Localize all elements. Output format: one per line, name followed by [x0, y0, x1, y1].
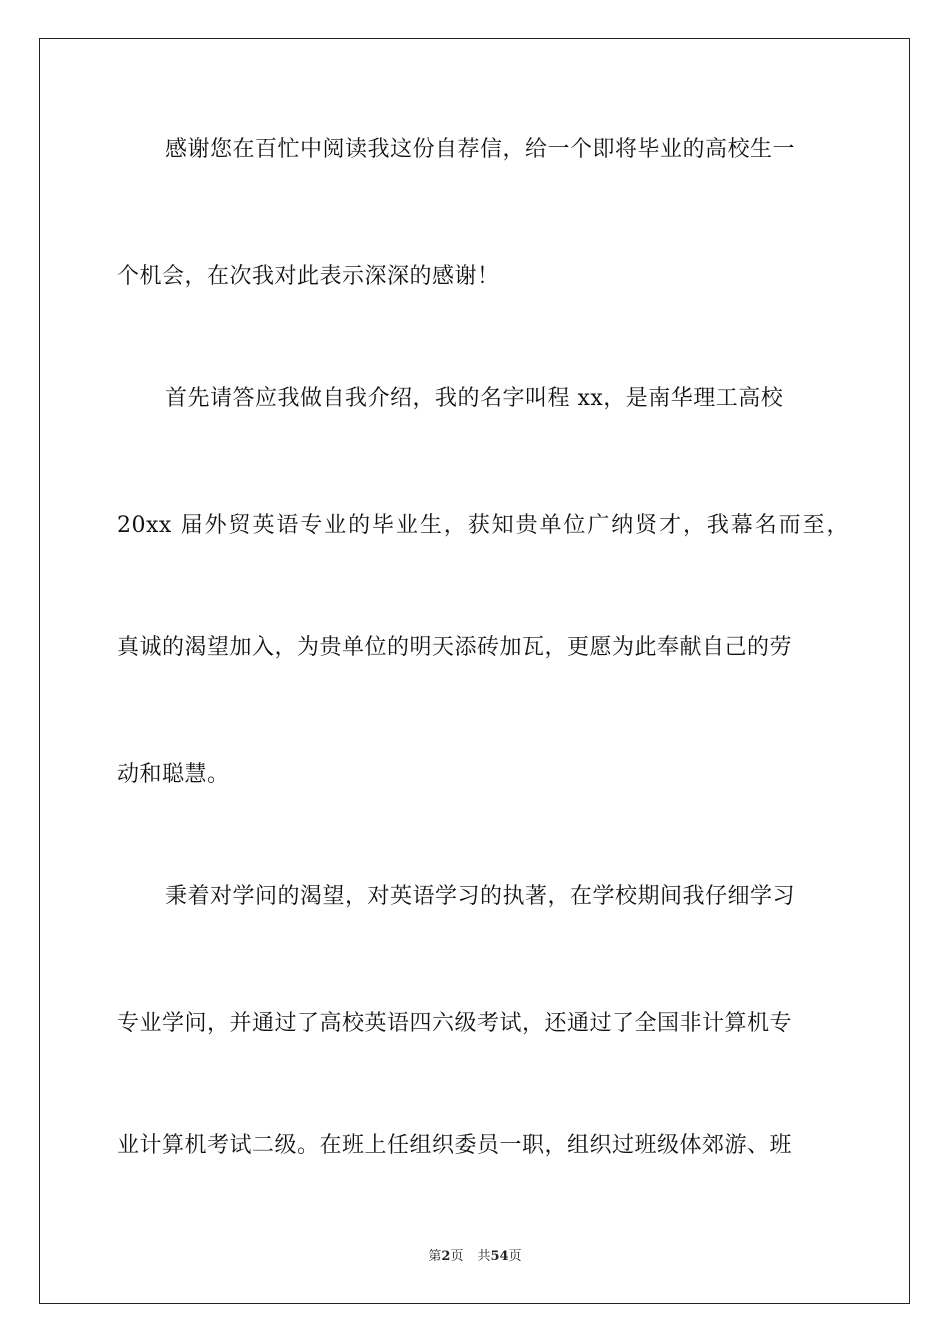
footer-total-prefix: 共	[477, 1249, 491, 1264]
paragraph-3-line-2: 专业学问，并通过了高校英语四六级考试，还通过了全国非计算机专	[117, 1011, 793, 1036]
footer-page-current: 2	[441, 1249, 451, 1264]
footer-total-suffix: 页	[508, 1249, 522, 1264]
footer-page-suffix: 页	[450, 1249, 464, 1264]
paragraph-1-line-1: 感谢您在百忙中阅读我这份自荐信，给一个即将毕业的高校生一	[165, 137, 796, 162]
page-footer	[0, 1248, 950, 1266]
paragraph-2-line-2: 20xx 届外贸英语专业的毕业生，获知贵单位广纳贤才，我幕名而至，	[117, 513, 849, 538]
paragraph-1-line-2: 个机会，在次我对此表示深深的感谢！	[117, 264, 500, 289]
paragraph-3-line-1: 秉着对学问的渴望，对英语学习的执著，在学校期间我仔细学习	[165, 884, 796, 909]
footer-page-prefix: 第	[428, 1249, 442, 1264]
paragraph-2-line-4: 动和聪慧。	[117, 762, 230, 787]
footer-page-total: 54	[490, 1249, 509, 1264]
paragraph-2-line-1: 首先请答应我做自我介绍，我的名字叫程 xx，是南华理工高校	[165, 386, 784, 411]
paragraph-3-line-3: 业计算机考试二级。在班上任组织委员一职，组织过班级体郊游、班	[117, 1133, 793, 1158]
paragraph-2-line-3: 真诚的渴望加入，为贵单位的明天添砖加瓦，更愿为此奉献自己的劳	[117, 635, 793, 660]
page-border	[39, 38, 910, 1304]
